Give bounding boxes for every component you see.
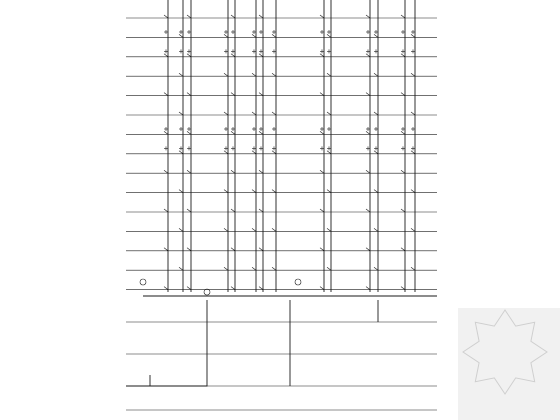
branch-stub	[224, 267, 228, 270]
branch-stubs	[164, 15, 415, 290]
branch-stub	[366, 287, 370, 290]
branch-stub	[401, 54, 405, 57]
branch-stub	[374, 34, 378, 37]
branch-stub	[164, 54, 168, 57]
branch-stub	[327, 73, 331, 76]
branch-stub	[259, 287, 263, 290]
branch-stub	[374, 190, 378, 193]
branch-stub	[259, 131, 263, 134]
branch-stub	[252, 190, 256, 193]
branch-stub	[231, 209, 235, 212]
branch-stub	[327, 267, 331, 270]
branch-stub	[259, 93, 263, 96]
valve-symbol	[295, 279, 301, 285]
branch-stub	[224, 151, 228, 154]
branch-stub	[272, 34, 276, 37]
branch-stub	[164, 93, 168, 96]
branch-stub	[401, 15, 405, 18]
branch-stub	[272, 151, 276, 154]
logo-background	[458, 308, 560, 420]
branch-stub	[231, 131, 235, 134]
branch-stub	[231, 54, 235, 57]
branch-stub	[320, 54, 324, 57]
branch-stub	[366, 131, 370, 134]
branch-stub	[259, 248, 263, 251]
branch-stub	[411, 34, 415, 37]
branch-stub	[252, 267, 256, 270]
branch-stub	[411, 190, 415, 193]
branch-stub	[164, 209, 168, 212]
branch-stub	[366, 15, 370, 18]
branch-stub	[187, 93, 191, 96]
branch-stub	[252, 34, 256, 37]
branch-stub	[320, 131, 324, 134]
branch-stub	[224, 73, 228, 76]
branch-stub	[224, 190, 228, 193]
branch-stub	[187, 209, 191, 212]
branch-stub	[411, 73, 415, 76]
branch-stub	[401, 209, 405, 212]
branch-stub	[327, 190, 331, 193]
branch-stub	[224, 34, 228, 37]
branch-stub	[411, 151, 415, 154]
branch-stub	[259, 170, 263, 173]
pipe-tags	[164, 30, 415, 150]
branch-stub	[164, 287, 168, 290]
branch-stub	[366, 93, 370, 96]
branch-stub	[179, 228, 183, 231]
branch-stub	[320, 287, 324, 290]
branch-stub	[374, 228, 378, 231]
floor-lines	[126, 18, 437, 290]
branch-stub	[164, 248, 168, 251]
branch-stub	[411, 267, 415, 270]
branch-stub	[179, 151, 183, 154]
branch-stub	[231, 287, 235, 290]
branch-stub	[366, 209, 370, 212]
branch-stub	[231, 170, 235, 173]
branch-stub	[164, 131, 168, 134]
supply-pipe	[126, 300, 207, 386]
branch-stub	[401, 93, 405, 96]
branch-stub	[327, 228, 331, 231]
branch-stub	[272, 267, 276, 270]
branch-stub	[320, 170, 324, 173]
branch-stub	[374, 73, 378, 76]
branch-stub	[366, 54, 370, 57]
branch-stub	[259, 15, 263, 18]
bottom-distribution	[126, 279, 437, 410]
branch-stub	[187, 248, 191, 251]
branch-stub	[272, 190, 276, 193]
branch-stub	[366, 248, 370, 251]
branch-stub	[231, 248, 235, 251]
branch-stub	[252, 73, 256, 76]
branch-stub	[320, 248, 324, 251]
branch-stub	[179, 112, 183, 115]
branch-stub	[401, 131, 405, 134]
branch-stub	[179, 34, 183, 37]
branch-stub	[187, 54, 191, 57]
branch-stub	[231, 93, 235, 96]
branch-stub	[224, 228, 228, 231]
branch-stub	[272, 112, 276, 115]
branch-stub	[366, 170, 370, 173]
branch-stub	[187, 15, 191, 18]
branch-stub	[252, 228, 256, 231]
branch-stub	[259, 209, 263, 212]
branch-stub	[259, 54, 263, 57]
branch-stub	[320, 93, 324, 96]
branch-stub	[179, 73, 183, 76]
branch-stub	[252, 151, 256, 154]
branch-stub	[187, 170, 191, 173]
branch-stub	[401, 248, 405, 251]
branch-stub	[327, 151, 331, 154]
branch-stub	[374, 267, 378, 270]
branch-stub	[272, 228, 276, 231]
watermark-logo	[458, 308, 560, 420]
branch-stub	[327, 112, 331, 115]
branch-stub	[231, 15, 235, 18]
branch-stub	[272, 73, 276, 76]
branch-stub	[327, 34, 331, 37]
branch-stub	[179, 190, 183, 193]
branch-stub	[320, 15, 324, 18]
riser-pipes	[168, 0, 415, 292]
branch-stub	[411, 228, 415, 231]
branch-stub	[374, 112, 378, 115]
valve-symbol	[140, 279, 146, 285]
branch-stub	[164, 15, 168, 18]
branch-stub	[187, 131, 191, 134]
branch-stub	[252, 112, 256, 115]
branch-stub	[164, 170, 168, 173]
branch-stub	[179, 267, 183, 270]
branch-stub	[320, 209, 324, 212]
branch-stub	[374, 151, 378, 154]
branch-stub	[224, 112, 228, 115]
branch-stub	[401, 287, 405, 290]
branch-stub	[411, 112, 415, 115]
branch-stub	[401, 170, 405, 173]
branch-stub	[187, 287, 191, 290]
